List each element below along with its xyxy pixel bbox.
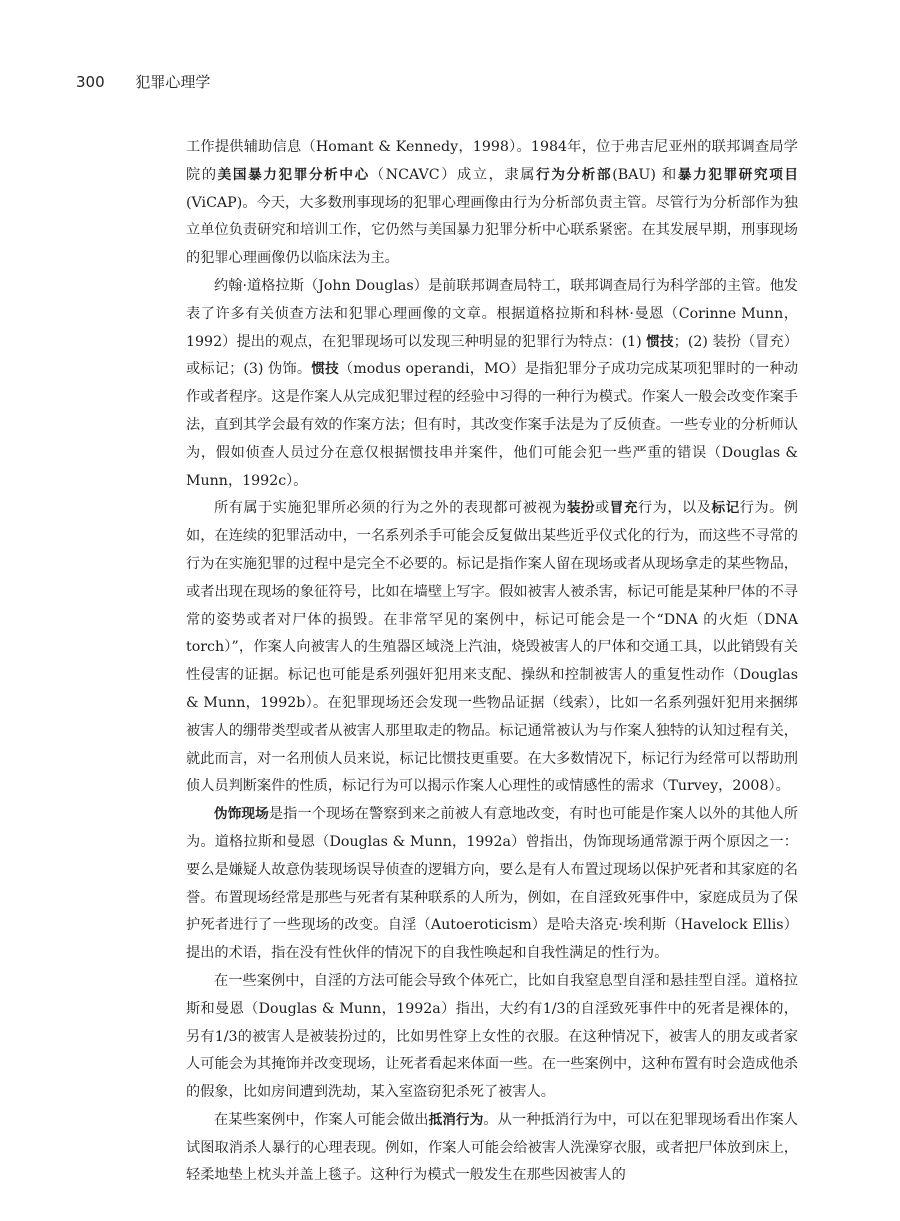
key-term: 暴力犯罪研究项目 [677, 166, 799, 183]
paragraph [186, 134, 798, 273]
key-term: 惯技 [646, 333, 674, 350]
text-run: 。从一种抵消行为中，可以在犯罪现场看出作案人试图取消杀人暴行的心理表现。例如，作案人可能会给被害人洗澡穿衣服，或者把尸体放到床上，轻柔地垫上枕头并盖上毯子。这种行为模式一般发生在那些因被害人的 [186, 1111, 798, 1184]
text-run: 行为。例如，在连续的犯罪活动中，一名系列杀手可能会反复做出某些近乎仪式化的行为，而这些不寻常的行为在实施犯罪的过程中是完全不必要的。标记是指作案人留在现场或者从现场拿走的某些物品，或者出现在现场的象征符号，比如在墙壁上写字。假如被害人被杀害，标记可能是某种尸体的不寻常的姿势或者对尸体的损毁。在非常罕见的案例中，标记可能会是一个“DNA 的火炬（DNA torch）”，作案人向被害人的生殖器区域浇上汽油，烧毁被害人的尸体和交通工具，以此销毁有关性侵害的证据。标记也可能是系列强奸犯用来支配、操纵和控制被害人的重复性动作（Douglas & Munn，1992b）。在犯罪现场还会发现一些物品证据（线索），比如一名系列强奸犯用来捆绑被害人的绷带类型或者从被害人那里取走的物品。标记通常被认为与作案人独特的认知过程有关，就此而言，对一名刑侦人员来说，标记比惯技更重要。在大多数情况下，标记行为经常可以帮助刑侦人员判断案件的性质，标记行为可以揭示作案人心理性的或情感性的需求（Turvey，2008）。 [186, 500, 798, 795]
paragraph [186, 1107, 798, 1190]
key-term: 美国暴力犯罪分析中心 [217, 166, 370, 183]
running-title: 犯罪心理学 [135, 73, 211, 91]
text-run: 或 [595, 500, 610, 517]
text-run: ；(2) 装扮（冒充）或标记；(3) 伪饰。 [186, 333, 799, 378]
paragraph [186, 801, 798, 968]
text-run: 约翰·道格拉斯（John Douglas）是前联邦调查局特工，联邦调查局行为科学部的主管。他发表了许多有关侦查方法和犯罪心理画像的文章。根据道格拉斯和科林·曼恩（Corinne Munn，1992）提出的观点，在犯罪现场可以发现三种明显的犯罪行为特点：(1) [186, 277, 798, 350]
text-run: 行为，以及 [637, 500, 712, 517]
key-term: 惯技 [311, 361, 339, 378]
running-header [76, 72, 210, 92]
text-run: (BAU) 和 [612, 166, 678, 183]
paragraph [186, 495, 798, 801]
text-run: 在一些案例中，自淫的方法可能会导致个体死亡，比如自我窒息型自淫和悬挂型自淫。道格拉斯和曼恩（Douglas & Munn，1992a）指出，大约有1/3的自淫致死事件中的死者是裸体的，另有1/3的被害人是被装扮过的，比如男性穿上女性的衣服。在这种情况下，被害人的朋友或者家人可能会为其掩饰并改变现场，让死者看起来体面一些。在一些案例中，这种布置有时会造成他杀的假象，比如房间遭到洗劫，某入室盗窃犯杀死了被害人。 [186, 972, 798, 1101]
key-term: 冒充 [609, 500, 638, 517]
key-term: 抵消行为 [428, 1111, 484, 1128]
key-term: 装扮 [566, 500, 596, 517]
text-run: （modus operandi，MO）是指犯罪分子成功完成某项犯罪时的一种动作或者程序。这是作案人从完成犯罪过程的经验中习得的一种行为模式。作案人一般会改变作案手法，直到其学会最有效的作案方法；但有时，其改变作案手法是为了反侦查。一些专业的分析师认为，假如侦查人员过分在意仅根据惯技串并案件，他们可能会犯一些严重的错误（Douglas & Munn，1992c）。 [186, 361, 799, 489]
key-term: 行为分析部 [536, 166, 613, 183]
key-term: 标记 [711, 500, 740, 517]
text-run: 工作提供辅助信息（Homant & Kennedy，1998）。1984年，位于弗吉尼亚州的联邦调查局学院的 [186, 139, 798, 183]
page-number: 300 [76, 73, 105, 91]
text-run: 所有属于实施犯罪所必须的行为之外的表现都可被视为 [214, 500, 567, 517]
key-term: 伪饰现场 [214, 806, 269, 823]
text-run: 是指一个现场在警察到来之前被人有意地改变，有时也可能是作案人以外的其他人所为。道格拉斯和曼恩（Douglas & Munn，1992a）曾指出，伪饰现场通常源于两个原因之一：要么是嫌疑人故意伪装现场误导侦查的逻辑方向，要么是有人布置过现场以保护死者和其家庭的名誉。布置现场经常是那些与死者有某种联系的人所为，例如，在自淫致死事件中，家庭成员为了保护死者进行了一些现场的改变。自淫（Autoeroticism）是哈夫洛克·埃利斯（Havelock Ellis）提出的术语，指在没有性伙伴的情况下的自我性唤起和自我性满足的性行为。 [186, 806, 798, 962]
body-text [186, 134, 798, 1190]
paragraph [186, 273, 798, 495]
text-run: 在某些案例中，作案人可能会做出 [214, 1111, 429, 1128]
text-run: （NCAVC）成立，隶属 [369, 166, 537, 183]
paragraph [186, 968, 798, 1107]
text-run: (ViCAP)。今天，大多数刑事现场的犯罪心理画像由行为分析部负责主管。尽管行为分析部作为独立单位负责研究和培训工作，它仍然与美国暴力犯罪分析中心联系紧密。在其发展早期，刑事现场的犯罪心理画像仍以临床法为主。 [186, 194, 798, 267]
